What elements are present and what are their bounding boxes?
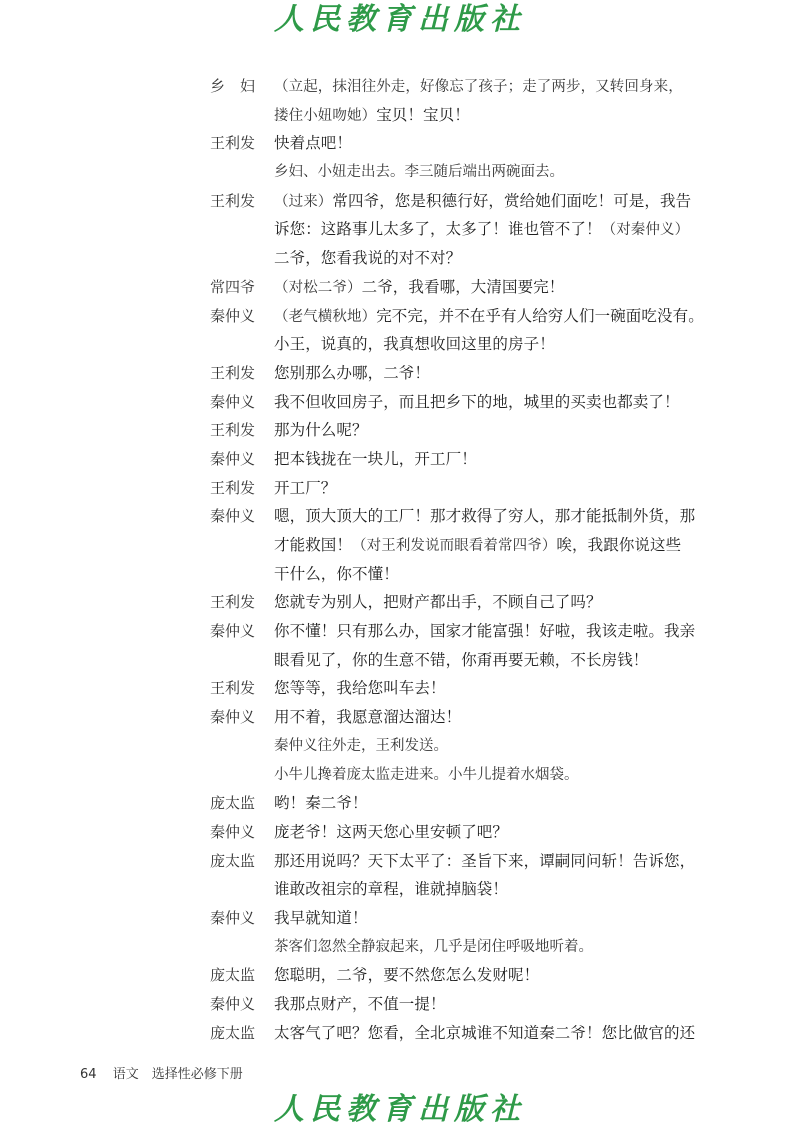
inline-stage-direction: （对王利发说而眼看着常四爷） xyxy=(352,538,557,554)
dialogue-line xyxy=(210,617,730,646)
stage-direction: 小牛儿搀着庞太监走进来。小牛儿提着水烟袋。 xyxy=(274,766,579,783)
speech-text: 眼看见了，你的生意不错，你甭再要无赖，不长房钱！ xyxy=(274,650,649,669)
speech-text: 你不懂！只有那么办，国家才能富强！好啦，我该走啦。我亲 xyxy=(274,622,696,641)
speech-text: 开工厂？ xyxy=(274,478,337,497)
dialogue-text xyxy=(274,187,730,217)
speech-text: 宝贝！宝贝！ xyxy=(376,105,470,124)
dialogue-text xyxy=(274,560,730,589)
speaker-name: 秦仲义 xyxy=(210,306,256,325)
play-script-body xyxy=(210,72,730,1047)
speech-text: 我不但收回房子，而且把乡下的地，城里的买卖也都卖了！ xyxy=(274,392,680,411)
dialogue-continuation xyxy=(210,330,730,359)
dialogue-text xyxy=(274,588,730,617)
dialogue-line xyxy=(210,302,730,331)
speech-text: 您就专为别人，把财产都出手，不顾自己了吗？ xyxy=(274,593,602,612)
dialogue-line xyxy=(210,72,730,101)
speaker-name: 王利发 xyxy=(210,478,256,497)
dialogue-line xyxy=(210,961,730,990)
speaker-name: 乡 妇 xyxy=(210,77,256,95)
page-number: 64 xyxy=(80,1067,97,1082)
speaker-name: 庞太监 xyxy=(210,794,256,813)
dialogue-text xyxy=(274,646,730,675)
speech-text: 庞老爷！这两天您心里安顿了吧？ xyxy=(274,822,509,841)
dialogue-text xyxy=(274,617,730,646)
dialogue-line xyxy=(210,187,730,216)
speech-text: 用不着，我愿意溜达溜达！ xyxy=(274,708,462,727)
dialogue-text xyxy=(274,129,730,158)
speaker-name: 秦仲义 xyxy=(210,822,256,841)
inline-stage-direction: （过来） xyxy=(274,193,333,210)
dialogue-line xyxy=(210,359,730,388)
dialogue-text xyxy=(274,1019,730,1048)
speaker-name: 秦仲义 xyxy=(210,507,256,526)
speaker-name: 秦仲义 xyxy=(210,392,256,411)
dialogue-text xyxy=(274,359,730,388)
speech-text: 完不完，并不在乎有人给穷人们一碗面吃没有。 xyxy=(376,306,704,325)
dialogue-text xyxy=(274,215,730,245)
page-footer xyxy=(80,1063,243,1082)
speaker-name: 秦仲义 xyxy=(210,449,256,468)
dialogue-text xyxy=(274,416,730,445)
speech-text: 二爷，我看哪，大清国要完！ xyxy=(361,277,565,296)
dialogue-text xyxy=(274,818,730,847)
stage-direction: 乡妇、小妞走出去。李三随后端出两碗面去。 xyxy=(274,164,564,181)
speaker-name: 秦仲义 xyxy=(210,708,256,727)
dialogue-text xyxy=(274,273,730,303)
dialogue-line xyxy=(210,474,730,503)
speech-text: 常四爷，您是积德行好，赏给她们面吃！可是，我告 xyxy=(332,191,692,210)
speech-text: 快着点吧！ xyxy=(274,134,353,153)
speaker-name: 秦仲义 xyxy=(210,995,256,1013)
speech-text: 嗯，顶大顶大的工厂！那才救得了穷人，那才能抵制外货，那 xyxy=(274,507,696,526)
dialogue-text xyxy=(274,388,730,417)
dialogue-continuation xyxy=(210,215,730,244)
inline-stage-direction: （立起，抹泪往外走，好像忘了孩子；走了两步，又转回身来， xyxy=(274,79,683,95)
dialogue-line xyxy=(210,847,730,876)
dialogue-line xyxy=(210,789,730,818)
dialogue-line xyxy=(210,445,730,474)
speech-text: 把本钱拢在一块儿，开工厂！ xyxy=(274,449,477,468)
speech-text: 您等等，我给您叫车去！ xyxy=(274,679,446,698)
dialogue-line xyxy=(210,129,730,158)
speech-text: 唉，我跟你说这些 xyxy=(556,536,682,554)
speech-text: 哟！秦二爷！ xyxy=(274,794,368,813)
speech-text: 诉您：这路事儿太多了，太多了！谁也管不了！ xyxy=(274,220,602,239)
dialogue-continuation xyxy=(210,244,730,273)
dialogue-line xyxy=(210,990,730,1019)
speech-text: 小王，说真的，我真想收回这里的房子！ xyxy=(274,335,555,354)
speaker-name: 王利发 xyxy=(210,363,256,382)
inline-stage-direction: （对秦仲义） xyxy=(601,222,690,239)
speaker-name: 王利发 xyxy=(210,679,256,698)
dialogue-line xyxy=(210,588,730,617)
speech-text: 您别那么办哪，二爷！ xyxy=(274,363,431,382)
speech-text: 谁敢改祖宗的章程，谁就掉脑袋！ xyxy=(274,880,509,899)
dialogue-text xyxy=(274,875,730,904)
dialogue-text xyxy=(274,330,730,359)
speech-text: 我那点财产，不值一提！ xyxy=(274,995,446,1013)
dialogue-continuation xyxy=(210,560,730,589)
dialogue-continuation xyxy=(210,875,730,904)
dialogue-text xyxy=(274,502,730,531)
dialogue-continuation xyxy=(210,531,730,560)
dialogue-text xyxy=(274,72,730,102)
dialogue-text xyxy=(274,445,730,474)
speaker-name: 王利发 xyxy=(210,421,256,440)
publisher-logo-bottom: 人民教育出版社 xyxy=(274,1092,526,1127)
speech-text: 干什么，你不懂！ xyxy=(274,564,399,583)
speech-text: 那为什么呢？ xyxy=(274,421,368,440)
speaker-name: 常四爷 xyxy=(210,277,256,296)
speech-text: 才能救国！ xyxy=(274,536,353,554)
dialogue-text xyxy=(274,847,730,876)
dialogue-line xyxy=(210,703,730,732)
dialogue-line xyxy=(210,904,730,933)
publisher-logo-top: 人民教育出版社 xyxy=(274,2,526,37)
speaker-name: 庞太监 xyxy=(210,966,256,985)
speaker-name: 庞太监 xyxy=(210,851,256,870)
speaker-name: 王利发 xyxy=(210,593,256,612)
speech-text: 我早就知道！ xyxy=(274,908,368,927)
dialogue-line xyxy=(210,818,730,847)
dialogue-text xyxy=(274,244,730,273)
dialogue-line xyxy=(210,502,730,531)
speech-text: 二爷，您看我说的对不对？ xyxy=(274,249,462,268)
dialogue-text xyxy=(274,961,730,990)
book-title: 语文 选择性必修下册 xyxy=(112,1067,243,1082)
dialogue-line xyxy=(210,1019,730,1048)
dialogue-text xyxy=(274,101,730,131)
dialogue-line xyxy=(210,674,730,703)
dialogue-text xyxy=(274,474,730,503)
speaker-name: 王利发 xyxy=(210,134,256,153)
inline-stage-direction: 搂住小妞吻她） xyxy=(274,107,377,124)
dialogue-text xyxy=(274,674,730,703)
stage-direction: 茶客们忽然全静寂起来，几乎是闭住呼吸地听着。 xyxy=(274,938,593,955)
dialogue-text xyxy=(274,302,730,332)
speaker-name: 秦仲义 xyxy=(210,908,256,927)
dialogue-text xyxy=(274,789,730,818)
speaker-name: 庞太监 xyxy=(210,1023,256,1042)
speaker-name: 王利发 xyxy=(210,191,256,210)
speech-text: 您聪明，二爷，要不然您怎么发财呢！ xyxy=(274,966,540,985)
speech-text: 那还用说吗？天下太平了：圣旨下来，谭嗣同问斩！告诉您， xyxy=(274,851,696,870)
speaker-name: 秦仲义 xyxy=(210,622,256,641)
speech-text: 太客气了吧？您看，全北京城谁不知道秦二爷！您比做官的还 xyxy=(274,1023,696,1042)
dialogue-continuation xyxy=(210,101,730,130)
dialogue-text xyxy=(274,990,730,1019)
inline-stage-direction: （老气横秋地） xyxy=(274,308,377,325)
dialogue-text xyxy=(274,531,730,561)
stage-direction: 秦仲义往外走，王利发送。 xyxy=(274,737,448,754)
dialogue-text xyxy=(274,703,730,732)
inline-stage-direction: （对松二爷） xyxy=(274,279,362,296)
dialogue-line xyxy=(210,416,730,445)
dialogue-line xyxy=(210,273,730,302)
dialogue-continuation xyxy=(210,646,730,675)
dialogue-line xyxy=(210,388,730,417)
dialogue-text xyxy=(274,904,730,933)
